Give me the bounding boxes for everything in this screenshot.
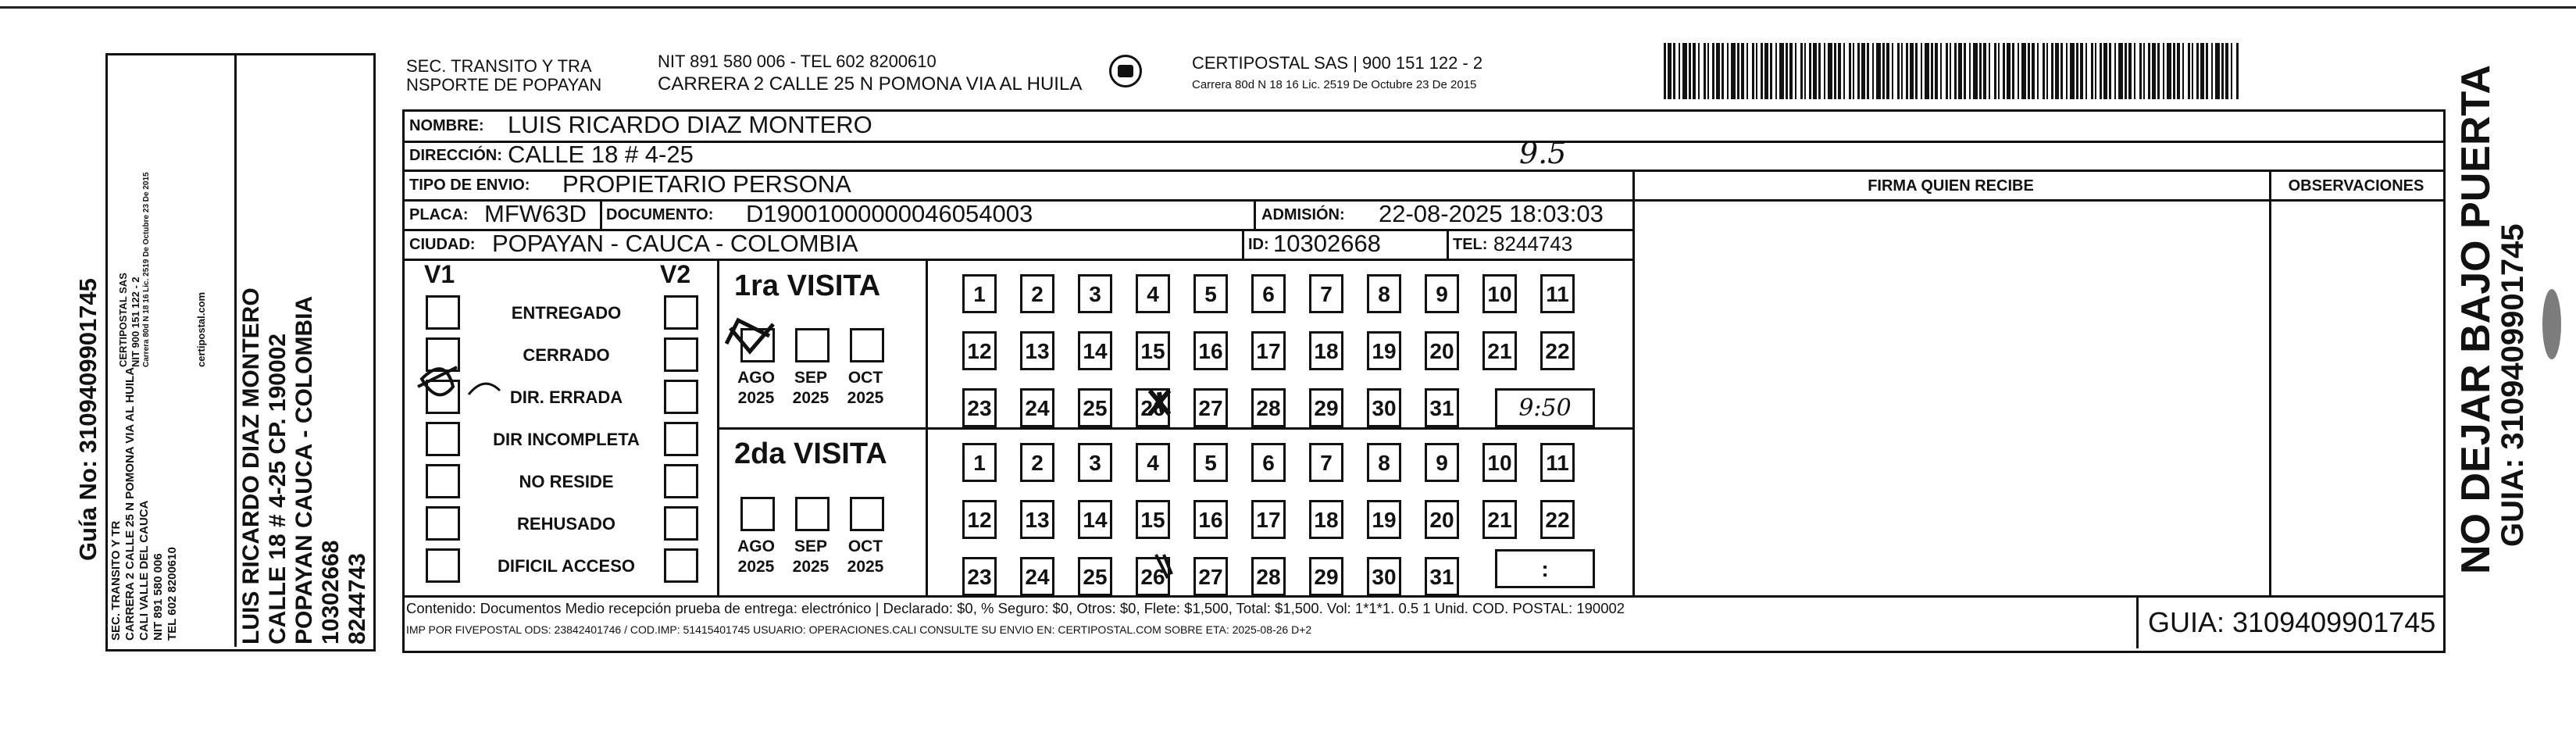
row-line [402, 141, 2443, 143]
day-box[interactable]: 2 [1020, 443, 1054, 482]
tipo-envio-value: PROPIETARIO PERSONA [562, 170, 851, 198]
status-label: DIFICIL ACCESO [497, 556, 635, 576]
v2-checkbox[interactable] [664, 295, 698, 330]
day-box[interactable]: 4 [1136, 443, 1170, 482]
month-checkbox[interactable] [740, 497, 775, 531]
ciudad-value: POPAYAN - CAUCA - COLOMBIA [492, 230, 858, 257]
nombre-label: NOMBRE: [409, 117, 484, 134]
v2-checkbox[interactable] [664, 337, 698, 372]
day-box[interactable]: 10 [1482, 443, 1517, 482]
day-box[interactable]: 12 [962, 500, 997, 539]
direccion-handwritten-note: 9.5 [1519, 136, 1567, 170]
day-box[interactable]: 4 [1136, 274, 1170, 313]
stub-sender-line: CALI VALLE DEL CAUCA [137, 500, 151, 641]
ciudad-label: CIUDAD: [409, 236, 476, 253]
day-box[interactable]: 25 [1078, 557, 1112, 596]
day-box[interactable]: 26 [1136, 388, 1170, 427]
day-box[interactable]: 14 [1078, 331, 1112, 370]
day-box[interactable]: 6 [1251, 274, 1286, 313]
stub-web: certipostal.com [195, 291, 207, 367]
placa-value: MFW63D [484, 200, 587, 227]
day-box[interactable]: 5 [1193, 274, 1228, 313]
stub-divider [234, 53, 237, 647]
certipostal-logo-icon [1109, 55, 1142, 87]
scan-top-rule [0, 6, 2576, 9]
month-year-label: 2025 [737, 389, 775, 407]
day-box[interactable]: 15 [1136, 500, 1170, 539]
day-box[interactable]: 13 [1020, 331, 1054, 370]
stub-recipient-line: CALLE 18 # 4-25 CP. 190002 [265, 333, 291, 644]
status-label: ENTREGADO [511, 303, 622, 323]
day-box[interactable]: 20 [1425, 331, 1459, 370]
id-label: ID: [1248, 236, 1269, 253]
stub-carrier-line: NIT 900 151 122 - 2 [130, 277, 141, 367]
month-label: OCT [847, 369, 883, 387]
v2-checkbox[interactable] [664, 548, 698, 583]
col-line [1242, 229, 1244, 259]
admision-label: ADMISIÓN: [1261, 206, 1345, 223]
stub-carrier-line: Carrera 80d N 18 16 Lic. 2519 De Octubre 23 De 2015 [142, 172, 151, 367]
header-carrier-address: Carrera 80d N 18 16 Lic. 2519 De Octubre 23 De 2015 [1192, 78, 1477, 91]
side-warning: NO DEJAR BAJO PUERTA [2453, 64, 2499, 574]
stub-carrier-line: CERTIPOSTAL SAS [117, 273, 129, 367]
tipo-envio-label: TIPO DE ENVIO: [409, 177, 530, 194]
v1-checkbox[interactable] [426, 548, 460, 583]
direccion-value: CALLE 18 # 4-25 [508, 141, 694, 168]
day-box[interactable]: 24 [1020, 557, 1054, 596]
day-box[interactable]: 3 [1078, 274, 1112, 313]
day-box[interactable]: 18 [1309, 500, 1343, 539]
day-box[interactable]: 16 [1193, 331, 1228, 370]
day-box[interactable]: 30 [1367, 557, 1401, 596]
v1-checkbox[interactable] [426, 337, 460, 372]
side-guia: GUIA: 3109409901745 [2496, 223, 2530, 547]
day-box[interactable]: 17 [1251, 331, 1286, 370]
v2-checkbox[interactable] [664, 506, 698, 541]
stub-recipient-line: 10302668 [318, 540, 344, 644]
day-box[interactable]: 29 [1309, 557, 1343, 596]
day-box[interactable]: 26 [1136, 557, 1170, 596]
month-label: OCT [847, 537, 883, 555]
id-value: 10302668 [1273, 230, 1381, 257]
month-checkbox[interactable] [850, 497, 884, 531]
month-checkbox[interactable] [795, 328, 830, 362]
status-label: NO RESIDE [519, 472, 614, 491]
day-box[interactable]: 8 [1367, 274, 1401, 313]
month-label: AGO [737, 369, 775, 387]
header-sender-name-2: NSPORTE DE POPAYAN [406, 75, 602, 95]
month-label: AGO [737, 537, 775, 555]
day-box[interactable]: 6 [1251, 443, 1286, 482]
stub-sender-line: TEL 602 8200610 [166, 547, 179, 641]
day-box[interactable]: 16 [1193, 500, 1228, 539]
barcode-bars [1664, 43, 2239, 99]
day-box[interactable]: 10 [1482, 274, 1517, 313]
direccion-label: DIRECCIÓN: [409, 147, 502, 164]
day-box[interactable]: 23 [962, 557, 997, 596]
day-box[interactable]: 9 [1425, 443, 1459, 482]
day-box[interactable]: 5 [1193, 443, 1228, 482]
day-box[interactable]: 1 [962, 274, 997, 313]
stub-sender-line: NIT 891 580 006 [152, 553, 165, 641]
status-label: REHUSADO [517, 514, 615, 534]
month-checkbox[interactable] [795, 497, 830, 531]
day-box[interactable]: 23 [962, 388, 997, 427]
day-box[interactable]: 17 [1251, 500, 1286, 539]
header-sender-nit: NIT 891 580 006 - TEL 602 8200610 [658, 52, 937, 71]
col-line [1254, 199, 1256, 229]
scan-stain [2542, 289, 2561, 359]
col-line [2269, 170, 2271, 598]
v1-checkbox[interactable] [426, 295, 460, 330]
month-year-label: 2025 [847, 389, 884, 407]
day-box[interactable]: 22 [1540, 331, 1575, 370]
day-box[interactable]: 8 [1367, 443, 1401, 482]
day-box[interactable]: 15 [1136, 331, 1170, 370]
observaciones-label: OBSERVACIONES [2288, 177, 2424, 195]
day-box[interactable]: 31 [1425, 388, 1459, 427]
stub-recipient-line: POPAYAN CAUCA - COLOMBIA [291, 295, 317, 644]
day-box[interactable]: 28 [1251, 388, 1286, 427]
firma-label: FIRMA QUIEN RECIBE [1868, 177, 2034, 195]
day-box[interactable]: 3 [1078, 443, 1112, 482]
header-sender-name-1: SEC. TRANSITO Y TRA [406, 56, 592, 76]
stub-sender-line: SEC. TRANSITO Y TR [109, 520, 123, 641]
day-box[interactable]: 18 [1309, 331, 1343, 370]
v2-checkbox[interactable] [664, 464, 698, 498]
v1-header: V1 [424, 260, 455, 288]
footer-guia: GUIA: 3109409901745 [2148, 606, 2436, 638]
month-label: SEP [794, 369, 828, 387]
v1-checkbox[interactable] [426, 380, 460, 414]
stub-sender-line: CARRERA 2 CALLE 25 N POMONA VIA AL HUILA [123, 366, 137, 641]
row-line [402, 259, 1635, 261]
placa-label: PLACA: [409, 206, 469, 223]
day-box[interactable]: 31 [1425, 557, 1459, 596]
month-year-label: 2025 [792, 558, 830, 576]
header-sender-address: CARRERA 2 CALLE 25 N POMONA VIA AL HUILA [658, 73, 1083, 95]
header-carrier-name: CERTIPOSTAL SAS | 900 151 122 - 2 [1192, 53, 1483, 73]
nombre-value: LUIS RICARDO DIAZ MONTERO [508, 111, 872, 138]
documento-label: DOCUMENTO: [606, 206, 714, 223]
day-box[interactable]: 1 [962, 443, 997, 482]
day-box[interactable]: 28 [1251, 557, 1286, 596]
month-year-label: 2025 [792, 389, 830, 407]
day-box[interactable]: 27 [1193, 388, 1228, 427]
col-line [600, 199, 602, 229]
stub-recipient-line: LUIS RICARDO DIAZ MONTERO [238, 287, 264, 644]
day-box[interactable]: 7 [1309, 443, 1343, 482]
stub-recipient-line: 8244743 [344, 553, 370, 644]
status-label: DIR INCOMPLETA [493, 430, 640, 449]
day-box[interactable]: 11 [1540, 443, 1575, 482]
barcode [1664, 43, 2242, 102]
day-box[interactable]: 11 [1540, 274, 1575, 313]
month-year-label: 2025 [737, 558, 775, 576]
imp-line: IMP POR FIVEPOSTAL ODS: 23842401746 / COD.IMP: 51415401745 USUARIO: OPERACIONES.CALI CONSULTE SU ENVIO EN: CERTIPOSTAL.COM SOBRE ETA: 2025-08-26 D+2 [406, 623, 1312, 636]
v1-checkbox[interactable] [426, 464, 460, 498]
content-line: Contenido: Documentos Medio recepción prueba de entrega: electrónico | Declarado: $0, % Seguro: $0, Otros: $0, Flete: $1,500, Total: $1,500. Vol: 1*1*1. 0.5 1 Unid. COD. POSTAL: 190002 [406, 600, 1625, 616]
day-box[interactable]: 19 [1367, 500, 1401, 539]
v1-checkbox[interactable] [426, 506, 460, 541]
day-box[interactable]: 29 [1309, 388, 1343, 427]
month-checkbox[interactable] [740, 328, 775, 362]
footer-guia-divider [2136, 595, 2139, 648]
v2-checkbox[interactable] [664, 422, 698, 456]
month-label: SEP [794, 537, 828, 555]
first-visit-time: 9:50 [1495, 388, 1595, 427]
day-box[interactable]: 2 [1020, 274, 1054, 313]
visits-divider-h [717, 427, 1635, 430]
day-box[interactable]: 27 [1193, 557, 1228, 596]
day-box[interactable]: 25 [1078, 388, 1112, 427]
day-box[interactable]: 21 [1482, 500, 1517, 539]
day-box[interactable]: 14 [1078, 500, 1112, 539]
second-visit-title: 2da VISITA [734, 437, 887, 470]
day-box[interactable]: 7 [1309, 274, 1343, 313]
documento-value: D19001000000046054003 [746, 200, 1033, 227]
day-box[interactable]: 20 [1425, 500, 1459, 539]
v2-checkbox[interactable] [664, 380, 698, 414]
admision-value: 22-08-2025 18:03:03 [1379, 200, 1604, 227]
status-label: CERRADO [523, 345, 610, 365]
month-checkbox[interactable] [850, 328, 884, 362]
second-visit-time: : [1495, 549, 1595, 588]
v1-checkbox[interactable] [426, 422, 460, 456]
day-box[interactable]: 24 [1020, 388, 1054, 427]
day-box[interactable]: 12 [962, 331, 997, 370]
day-box[interactable]: 19 [1367, 331, 1401, 370]
stub-guia-label: Guía No: 3109409901745 [74, 278, 102, 561]
tel-label: TEL: [1453, 236, 1488, 253]
first-visit-title: 1ra VISITA [734, 270, 881, 302]
status-label: DIR. ERRADA [509, 387, 623, 407]
v2-header: V2 [660, 260, 691, 288]
tel-value: 8244743 [1493, 232, 1573, 255]
day-box[interactable]: 9 [1425, 274, 1459, 313]
col-line [1632, 170, 1635, 598]
day-box[interactable]: 21 [1482, 331, 1517, 370]
day-box[interactable]: 22 [1540, 500, 1575, 539]
col-line [1447, 229, 1449, 259]
month-year-label: 2025 [847, 558, 884, 576]
day-box[interactable]: 30 [1367, 388, 1401, 427]
day-box[interactable]: 13 [1020, 500, 1054, 539]
